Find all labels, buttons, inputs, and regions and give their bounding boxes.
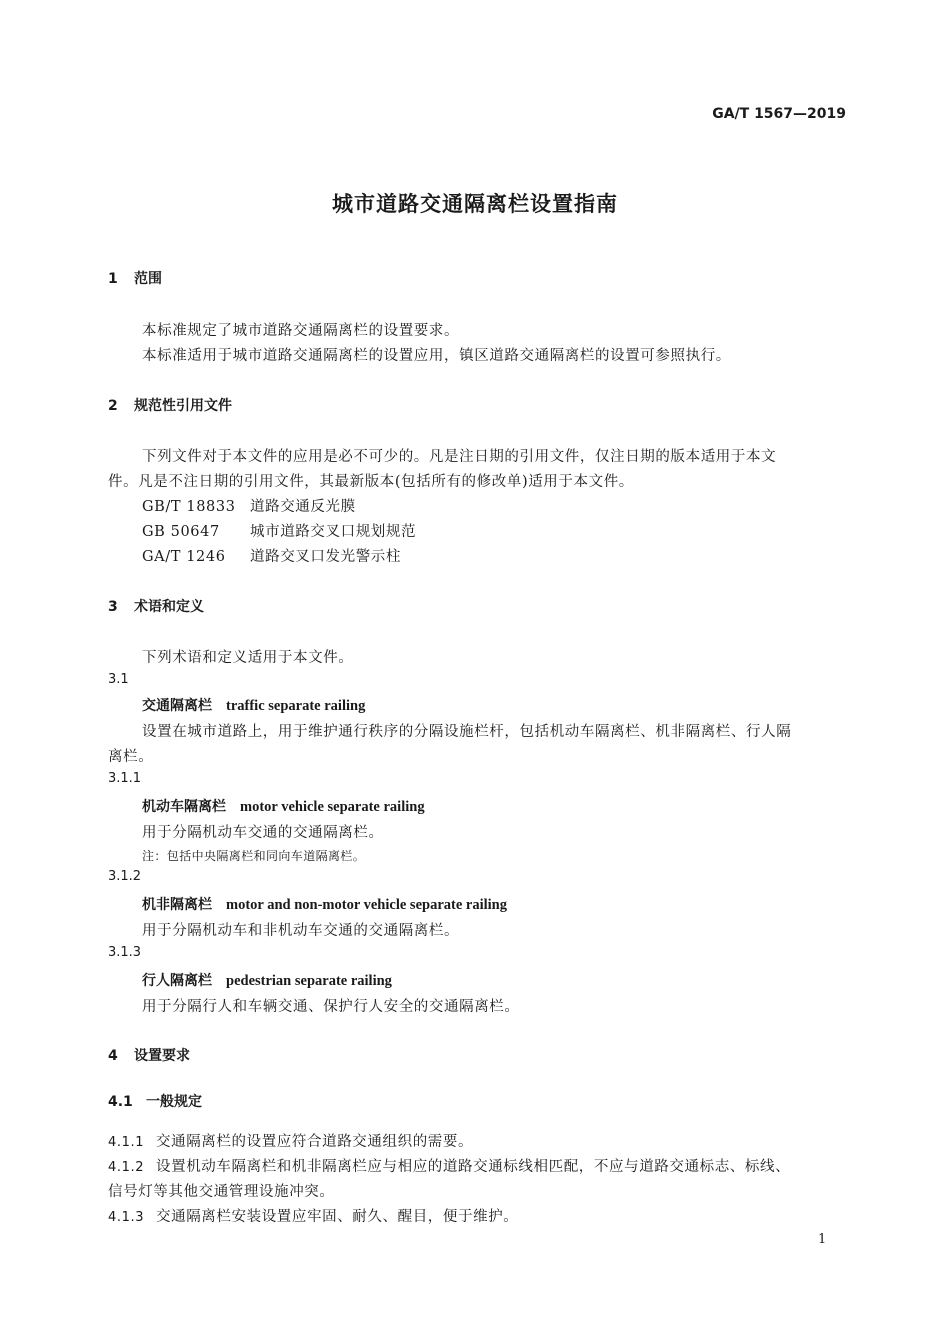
term-definition-continued: 离栏。 <box>108 749 154 765</box>
term-definition: 用于分隔机动车交通的交通隔离栏。 <box>142 825 384 841</box>
document-title: 城市道路交通隔离栏设置指南 <box>332 192 618 216</box>
clause <box>108 1130 473 1151</box>
section-4-heading <box>108 1045 190 1065</box>
section-number: 1 <box>108 271 118 287</box>
term-number: 3.1 <box>108 672 129 687</box>
reference-code: GB 50647 <box>142 524 220 540</box>
section-title: 规范性引用文件 <box>134 398 232 414</box>
term-number: 3.1.3 <box>108 945 142 960</box>
section-number: 4 <box>108 1048 118 1064</box>
section-3-heading <box>108 596 204 616</box>
paragraph: 下列文件对于本文件的应用是必不可少的。凡是注日期的引用文件，仅注日期的版本适用于本文 <box>142 449 777 465</box>
clause-text-continued: 信号灯等其他交通管理设施冲突。 <box>108 1184 335 1200</box>
reference-name: 道路交通反光膜 <box>250 499 356 515</box>
paragraph-continued: 件。凡是不注日期的引用文件，其最新版本(包括所有的修改单)适用于本文件。 <box>108 474 634 490</box>
reference-item <box>142 495 356 516</box>
paragraph: 下列术语和定义适用于本文件。 <box>142 650 354 666</box>
reference-name: 道路交叉口发光警示柱 <box>250 549 401 565</box>
subsection-number: 4.1 <box>108 1094 133 1110</box>
reference-item <box>142 545 401 566</box>
clause-number: 4.1.2 <box>108 1160 145 1175</box>
term-heading <box>142 894 507 914</box>
clause-text: 交通隔离栏的设置应符合道路交通组织的需要。 <box>156 1134 474 1150</box>
reference-name: 城市道路交叉口规划规范 <box>250 524 417 540</box>
paragraph: 本标准适用于城市道路交通隔离栏的设置应用，镇区道路交通隔离栏的设置可参照执行。 <box>142 348 731 364</box>
term-definition: 用于分隔行人和车辆交通、保护行人安全的交通隔离栏。 <box>142 999 520 1015</box>
clause <box>108 1205 518 1226</box>
term-heading <box>142 796 425 816</box>
clause <box>108 1155 790 1176</box>
clause-number: 4.1.3 <box>108 1210 145 1225</box>
term-cn: 交通隔离栏 <box>142 698 212 714</box>
term-cn: 机动车隔离栏 <box>142 799 226 815</box>
paragraph: 本标准规定了城市道路交通隔离栏的设置要求。 <box>142 323 460 339</box>
reference-code: GA/T 1246 <box>142 549 226 565</box>
subsection-title: 一般规定 <box>146 1094 202 1110</box>
term-cn: 行人隔离栏 <box>142 973 212 989</box>
clause-text: 交通隔离栏安装设置应牢固、耐久、醒目，便于维护。 <box>156 1209 519 1225</box>
clause-text: 设置机动车隔离栏和机非隔离栏应与相应的道路交通标线相匹配，不应与道路交通标志、标线、 <box>156 1159 791 1175</box>
term-cn: 机非隔离栏 <box>142 897 212 913</box>
term-en: pedestrian separate railing <box>226 973 392 989</box>
term-en: motor vehicle separate railing <box>240 799 425 815</box>
reference-code: GB/T 18833 <box>142 499 236 515</box>
section-1-heading <box>108 268 162 288</box>
page-number: 1 <box>818 1232 827 1247</box>
term-definition: 设置在城市道路上，用于维护通行秩序的分隔设施栏杆，包括机动车隔离栏、机非隔离栏、行人隔 <box>142 724 792 740</box>
term-heading <box>142 970 392 990</box>
term-en: traffic separate railing <box>226 698 366 714</box>
section-title: 范围 <box>134 271 162 287</box>
term-number: 3.1.2 <box>108 869 142 884</box>
section-title: 术语和定义 <box>134 599 204 615</box>
term-heading <box>142 695 365 715</box>
section-2-heading <box>108 395 232 415</box>
reference-item <box>142 520 416 541</box>
term-en: motor and non-motor vehicle separate railing <box>226 897 507 913</box>
standard-number: GA/T 1567—2019 <box>712 106 846 122</box>
section-number: 3 <box>108 599 118 615</box>
subsection-4-1-heading <box>108 1091 202 1111</box>
section-title: 设置要求 <box>134 1048 190 1064</box>
term-number: 3.1.1 <box>108 771 142 786</box>
section-number: 2 <box>108 398 118 414</box>
term-note: 注：包括中央隔离栏和同向车道隔离栏。 <box>142 849 366 863</box>
clause-number: 4.1.1 <box>108 1135 145 1150</box>
term-definition: 用于分隔机动车和非机动车交通的交通隔离栏。 <box>142 923 460 939</box>
